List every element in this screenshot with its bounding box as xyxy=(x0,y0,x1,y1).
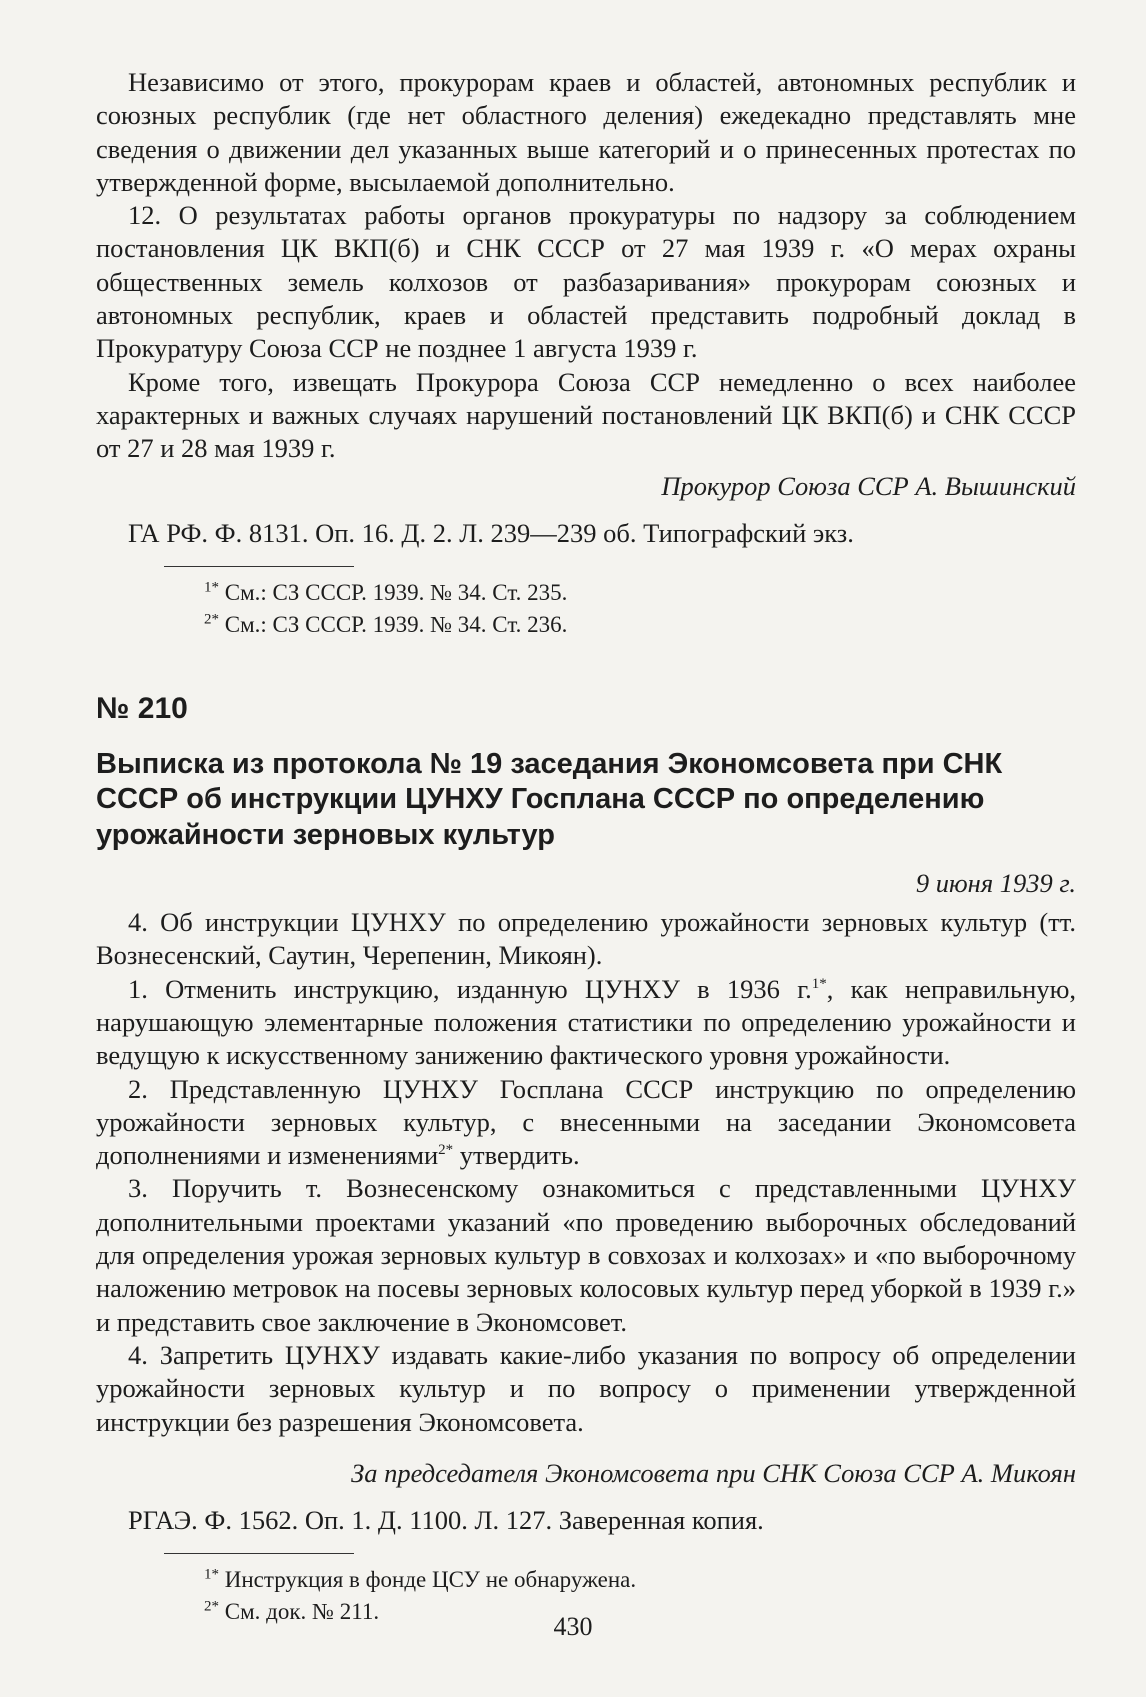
footnote-ref-2: 2* xyxy=(438,1142,454,1159)
footnote-text: Инструкция в фонде ЦСУ не обнаружена. xyxy=(219,1566,637,1592)
document-date: 9 июня 1939 г. xyxy=(915,868,1076,899)
footnote-ref-1: 1* xyxy=(811,975,827,992)
document-title: Выписка из протокола № 19 заседания Экономсовета при СНК СССР об инструкции ЦУНХУ Госплана СССР по определению урожайности зерновых культур xyxy=(96,747,1003,851)
footnote-mark: 1* xyxy=(204,1566,219,1583)
footnote-mark: 2* xyxy=(204,1598,219,1615)
paragraph-12: 12. О результатах работы органов прокуратуры по надзору за соблюдением постановления ЦК ВКП(б) и СНК СССР от 27 мая 1939 г. «О мерах охраны общественных земель колхозов от разбазаривания» прокурорам союзных и автономных республик, краев и областей представить подробный доклад в Прокуратуру Союза ССР не позднее 1 августа 1939 г. xyxy=(96,200,1076,364)
paragraph-notify: Кроме того, извещать Прокурора Союза ССР немедленно о всех наиболее характерных и важных случаях нарушений постановлений ЦК ВКП(б) и СНК СССР от 27 и 28 мая 1939 г. xyxy=(96,366,1076,464)
paragraph-reporting: Независимо от этого, прокурорам краев и областей, автономных республик и союзных республик (где нет областного деления) ежедекадно представлять мне сведения о движении дел указанных выше категорий и о принесенных протестах по утвержденной форме, высылаемой дополнительно. xyxy=(96,67,1076,197)
paragraph-point-4: 4. Запретить ЦУНХУ издавать какие-либо указания по вопросу об определении урожайности зерновых культур и по вопросу о применении утвержденной инструкции без разрешения Экономсовета. xyxy=(96,1339,1076,1437)
document-number: № 210 xyxy=(96,691,188,725)
footnote-mark: 2* xyxy=(204,610,219,627)
point-1-text-b: , как неправильную, нарушающую элементарные положения статистики по определению урожайности и ведущую к искусственному занижению фактического уровня урожайности. xyxy=(96,973,1077,1071)
page-number: 430 xyxy=(553,1612,593,1641)
footnote-1 xyxy=(96,577,1076,609)
footnote-text: См.: СЗ СССР. 1939. № 34. Ст. 235. xyxy=(224,579,568,605)
archive-source-1: ГА РФ. Ф. 8131. Оп. 16. Д. 2. Л. 239—239 об. Типографский экз. xyxy=(128,517,854,548)
paragraph-point-1 xyxy=(96,973,1076,1073)
point-2-text-b: утвердить. xyxy=(453,1140,580,1171)
point-1-text-a: 1. Отменить инструкцию, изданную ЦУНХУ в 1936 г. xyxy=(128,973,812,1004)
footnote-divider xyxy=(164,566,354,567)
signature-vyshinsky: Прокурор Союза ССР А. Вышинский xyxy=(661,470,1076,501)
signature-mikoyan: За председателя Экономсовета при СНК Союза ССР А. Микоян xyxy=(351,1457,1076,1488)
footnote-1 xyxy=(96,1564,1076,1596)
point-2-text-a: 2. Представленную ЦУНХУ Госплана СССР инструкцию по определению урожайности зерновых культур, с внесенными на заседании Экономсовета дополнениями и изменениями xyxy=(96,1073,1076,1171)
footnote-mark: 1* xyxy=(204,578,219,595)
paragraph-item-4: 4. Об инструкции ЦУНХУ по определению урожайности зерновых культур (тт. Вознесенский, Саутин, Черепенин, Микоян). xyxy=(96,907,1076,971)
archive-source-2: РГАЭ. Ф. 1562. Оп. 1. Д. 1100. Л. 127. Заверенная копия. xyxy=(128,1504,764,1535)
paragraph-point-3: 3. Поручить т. Вознесенскому ознакомиться с представленными ЦУНХУ дополнительными проектами указаний «по проведению выборочных обследований для определения урожая зерновых культур в совхозах и колхозах» и «по выборочному наложению метровок на посевы зерновых колосовых культур перед уборкой в 1939 г.» и представить свое заключение в Экономсовет. xyxy=(96,1173,1076,1337)
footnote-text: См. док. № 211. xyxy=(219,1598,380,1624)
paragraph-point-2 xyxy=(96,1073,1076,1173)
footnote-text: См.: СЗ СССР. 1939. № 34. Ст. 236. xyxy=(224,611,568,637)
footnote-divider xyxy=(164,1553,354,1554)
footnote-2 xyxy=(96,609,1076,641)
